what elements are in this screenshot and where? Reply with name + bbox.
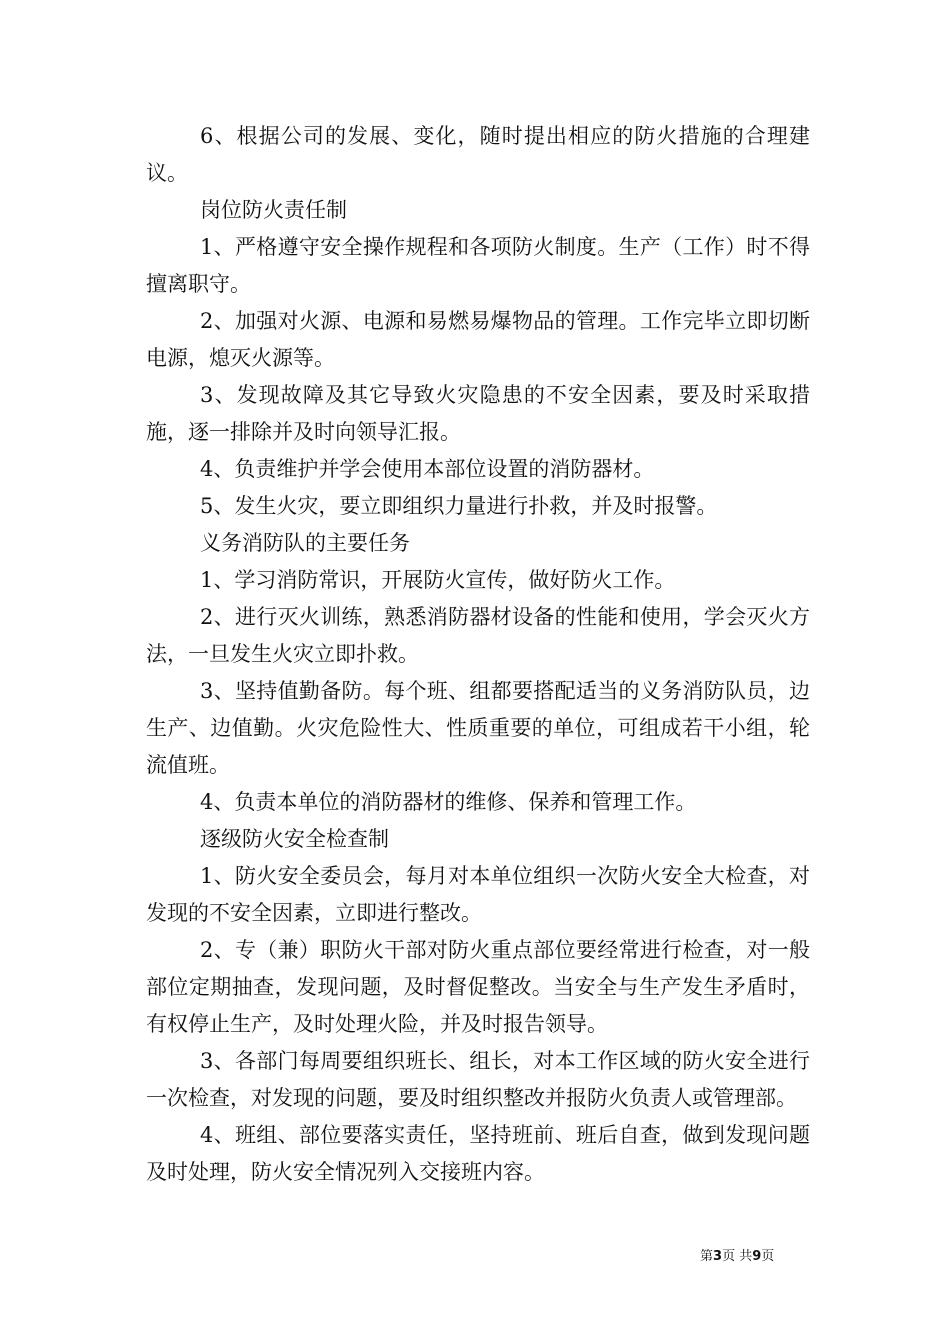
paragraph-15: 2、专（兼）职防火干部对防火重点部位要经常进行检查，对一般部位定期抽查，发现问题，及时督促整改。当安全与生产发生矛盾时，有权停止生产，及时处理火险，并及时报告领导。 xyxy=(146,938,810,1036)
paragraph-3: 1、严格遵守安全操作规程和各项防火制度。生产（工作）时不得擅离职守。 xyxy=(146,235,810,296)
section-heading-volunteer-fire-brigade: 义务消防队的主要任务 xyxy=(200,531,410,555)
footer-suffix: 页 xyxy=(761,1249,775,1264)
paragraph-6: 4、负责维护并学会使用本部位设置的消防器材。 xyxy=(200,457,655,481)
paragraph-12: 4、负责本单位的消防器材的维修、保养和管理工作。 xyxy=(200,790,697,814)
paragraph-4: 2、加强对火源、电源和易燃易爆物品的管理。工作完毕立即切断电源，熄灭火源等。 xyxy=(146,309,810,370)
paragraph-5: 3、发现故障及其它导致火灾隐患的不安全因素，要及时采取措施，逐一排除并及时向领导汇报。 xyxy=(146,383,810,444)
section-heading-post-fire-responsibility: 岗位防火责任制 xyxy=(200,198,347,222)
current-page-number: 3 xyxy=(713,1249,723,1264)
paragraph-10: 2、进行灭火训练，熟悉消防器材设备的性能和使用，学会灭火方法，一旦发生火灾立即扑救。 xyxy=(146,605,810,666)
document-body xyxy=(146,118,810,1191)
paragraph-1: 6、根据公司的发展、变化，随时提出相应的防火措施的合理建议。 xyxy=(146,124,810,185)
paragraph-14: 1、防火安全委员会，每月对本单位组织一次防火安全大检查，对发现的不安全因素，立即进行整改。 xyxy=(146,864,810,925)
paragraph-9: 1、学习消防常识，开展防火宣传，做好防火工作。 xyxy=(200,568,676,592)
total-page-number: 9 xyxy=(752,1249,762,1264)
section-heading-safety-inspection: 逐级防火安全检查制 xyxy=(200,827,389,851)
paragraph-11: 3、坚持值勤备防。每个班、组都要搭配适当的义务消防队员，边生产、边值勤。火灾危险性大、性质重要的单位，可组成若干小组，轮流值班。 xyxy=(146,679,810,777)
page-number-footer xyxy=(700,1248,820,1266)
paragraph-17: 4、班组、部位要落实责任，坚持班前、班后自查，做到发现问题及时处理，防火安全情况列入交接班内容。 xyxy=(146,1123,810,1184)
paragraph-16: 3、各部门每周要组织班长、组长，对本工作区域的防火安全进行一次检查，对发现的问题，要及时组织整改并报防火负责人或管理部。 xyxy=(146,1049,810,1110)
footer-prefix: 第 xyxy=(700,1249,714,1264)
footer-middle: 页 共 xyxy=(722,1249,753,1264)
paragraph-7: 5、发生火灾，要立即组织力量进行扑救，并及时报警。 xyxy=(200,494,718,518)
